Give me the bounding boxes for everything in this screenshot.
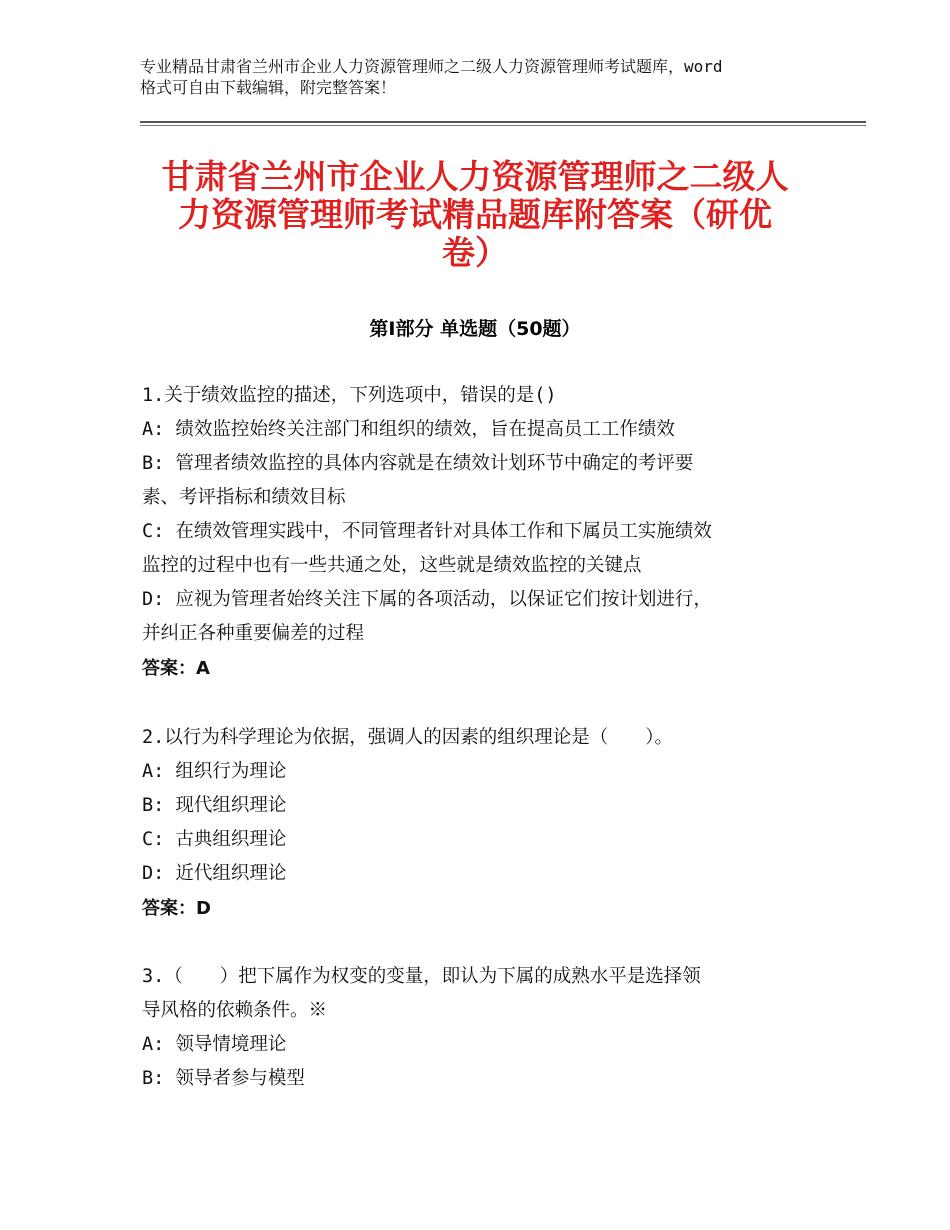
question-2-option-c: C: 古典组织理论 xyxy=(142,829,287,850)
question-3-stem-cont: 导风格的依赖条件。※ xyxy=(142,1000,328,1021)
question-3-option-a: A: 领导情境理论 xyxy=(142,1034,287,1055)
question-3-option-b: B: 领导者参与模型 xyxy=(142,1068,305,1089)
document-title-line-2: 力资源管理师考试精品题库附答案（研优 xyxy=(178,195,772,234)
document-title xyxy=(140,158,810,272)
document-title-line-1: 甘肃省兰州市企业人力资源管理师之二级人 xyxy=(161,157,789,196)
question-1-option-d: D: 应视为管理者始终关注下属的各项活动，以保证它们按计划进行， xyxy=(142,589,712,610)
question-1-option-c: C: 在绩效管理实践中，不同管理者针对具体工作和下属员工实施绩效 xyxy=(142,521,712,542)
question-2-option-b: B: 现代组织理论 xyxy=(142,795,287,816)
question-1-option-b: B: 管理者绩效监控的具体内容就是在绩效计划环节中确定的考评要 xyxy=(142,453,694,474)
question-1-option-b-cont: 素、考评指标和绩效目标 xyxy=(142,487,346,508)
question-1-answer: 答案：A xyxy=(142,658,210,679)
question-1-stem: 1.关于绩效监控的描述，下列选项中，错误的是() xyxy=(142,385,557,406)
header-divider-thin xyxy=(140,125,866,126)
question-3-stem: 3.（ ）把下属作为权变的变量，即认为下属的成熟水平是选择领 xyxy=(142,966,701,987)
document-title-line-3: 卷） xyxy=(442,233,508,272)
question-1-option-d-cont: 并纠正各种重要偏差的过程 xyxy=(142,623,365,644)
header-note-line-1: 专业精品甘肃省兰州市企业人力资源管理师之二级人力资源管理师考试题库，word xyxy=(140,57,723,76)
question-1-option-a: A: 绩效监控始终关注部门和组织的绩效，旨在提高员工工作绩效 xyxy=(142,419,675,440)
header-divider-thick xyxy=(140,121,866,123)
question-2-stem: 2.以行为科学理论为依据，强调人的因素的组织理论是（ ）。 xyxy=(142,727,674,748)
header-note-line-2: 格式可自由下载编辑，附完整答案！ xyxy=(140,78,397,97)
question-2-answer: 答案：D xyxy=(142,898,211,919)
header-note xyxy=(140,56,830,98)
question-2-option-d: D: 近代组织理论 xyxy=(142,863,287,884)
question-2-option-a: A: 组织行为理论 xyxy=(142,761,287,782)
section-title: 第Ⅰ部分 单选题（50题） xyxy=(369,318,581,340)
question-1-option-c-cont: 监控的过程中也有一些共通之处，这些就是绩效监控的关键点 xyxy=(142,555,642,576)
